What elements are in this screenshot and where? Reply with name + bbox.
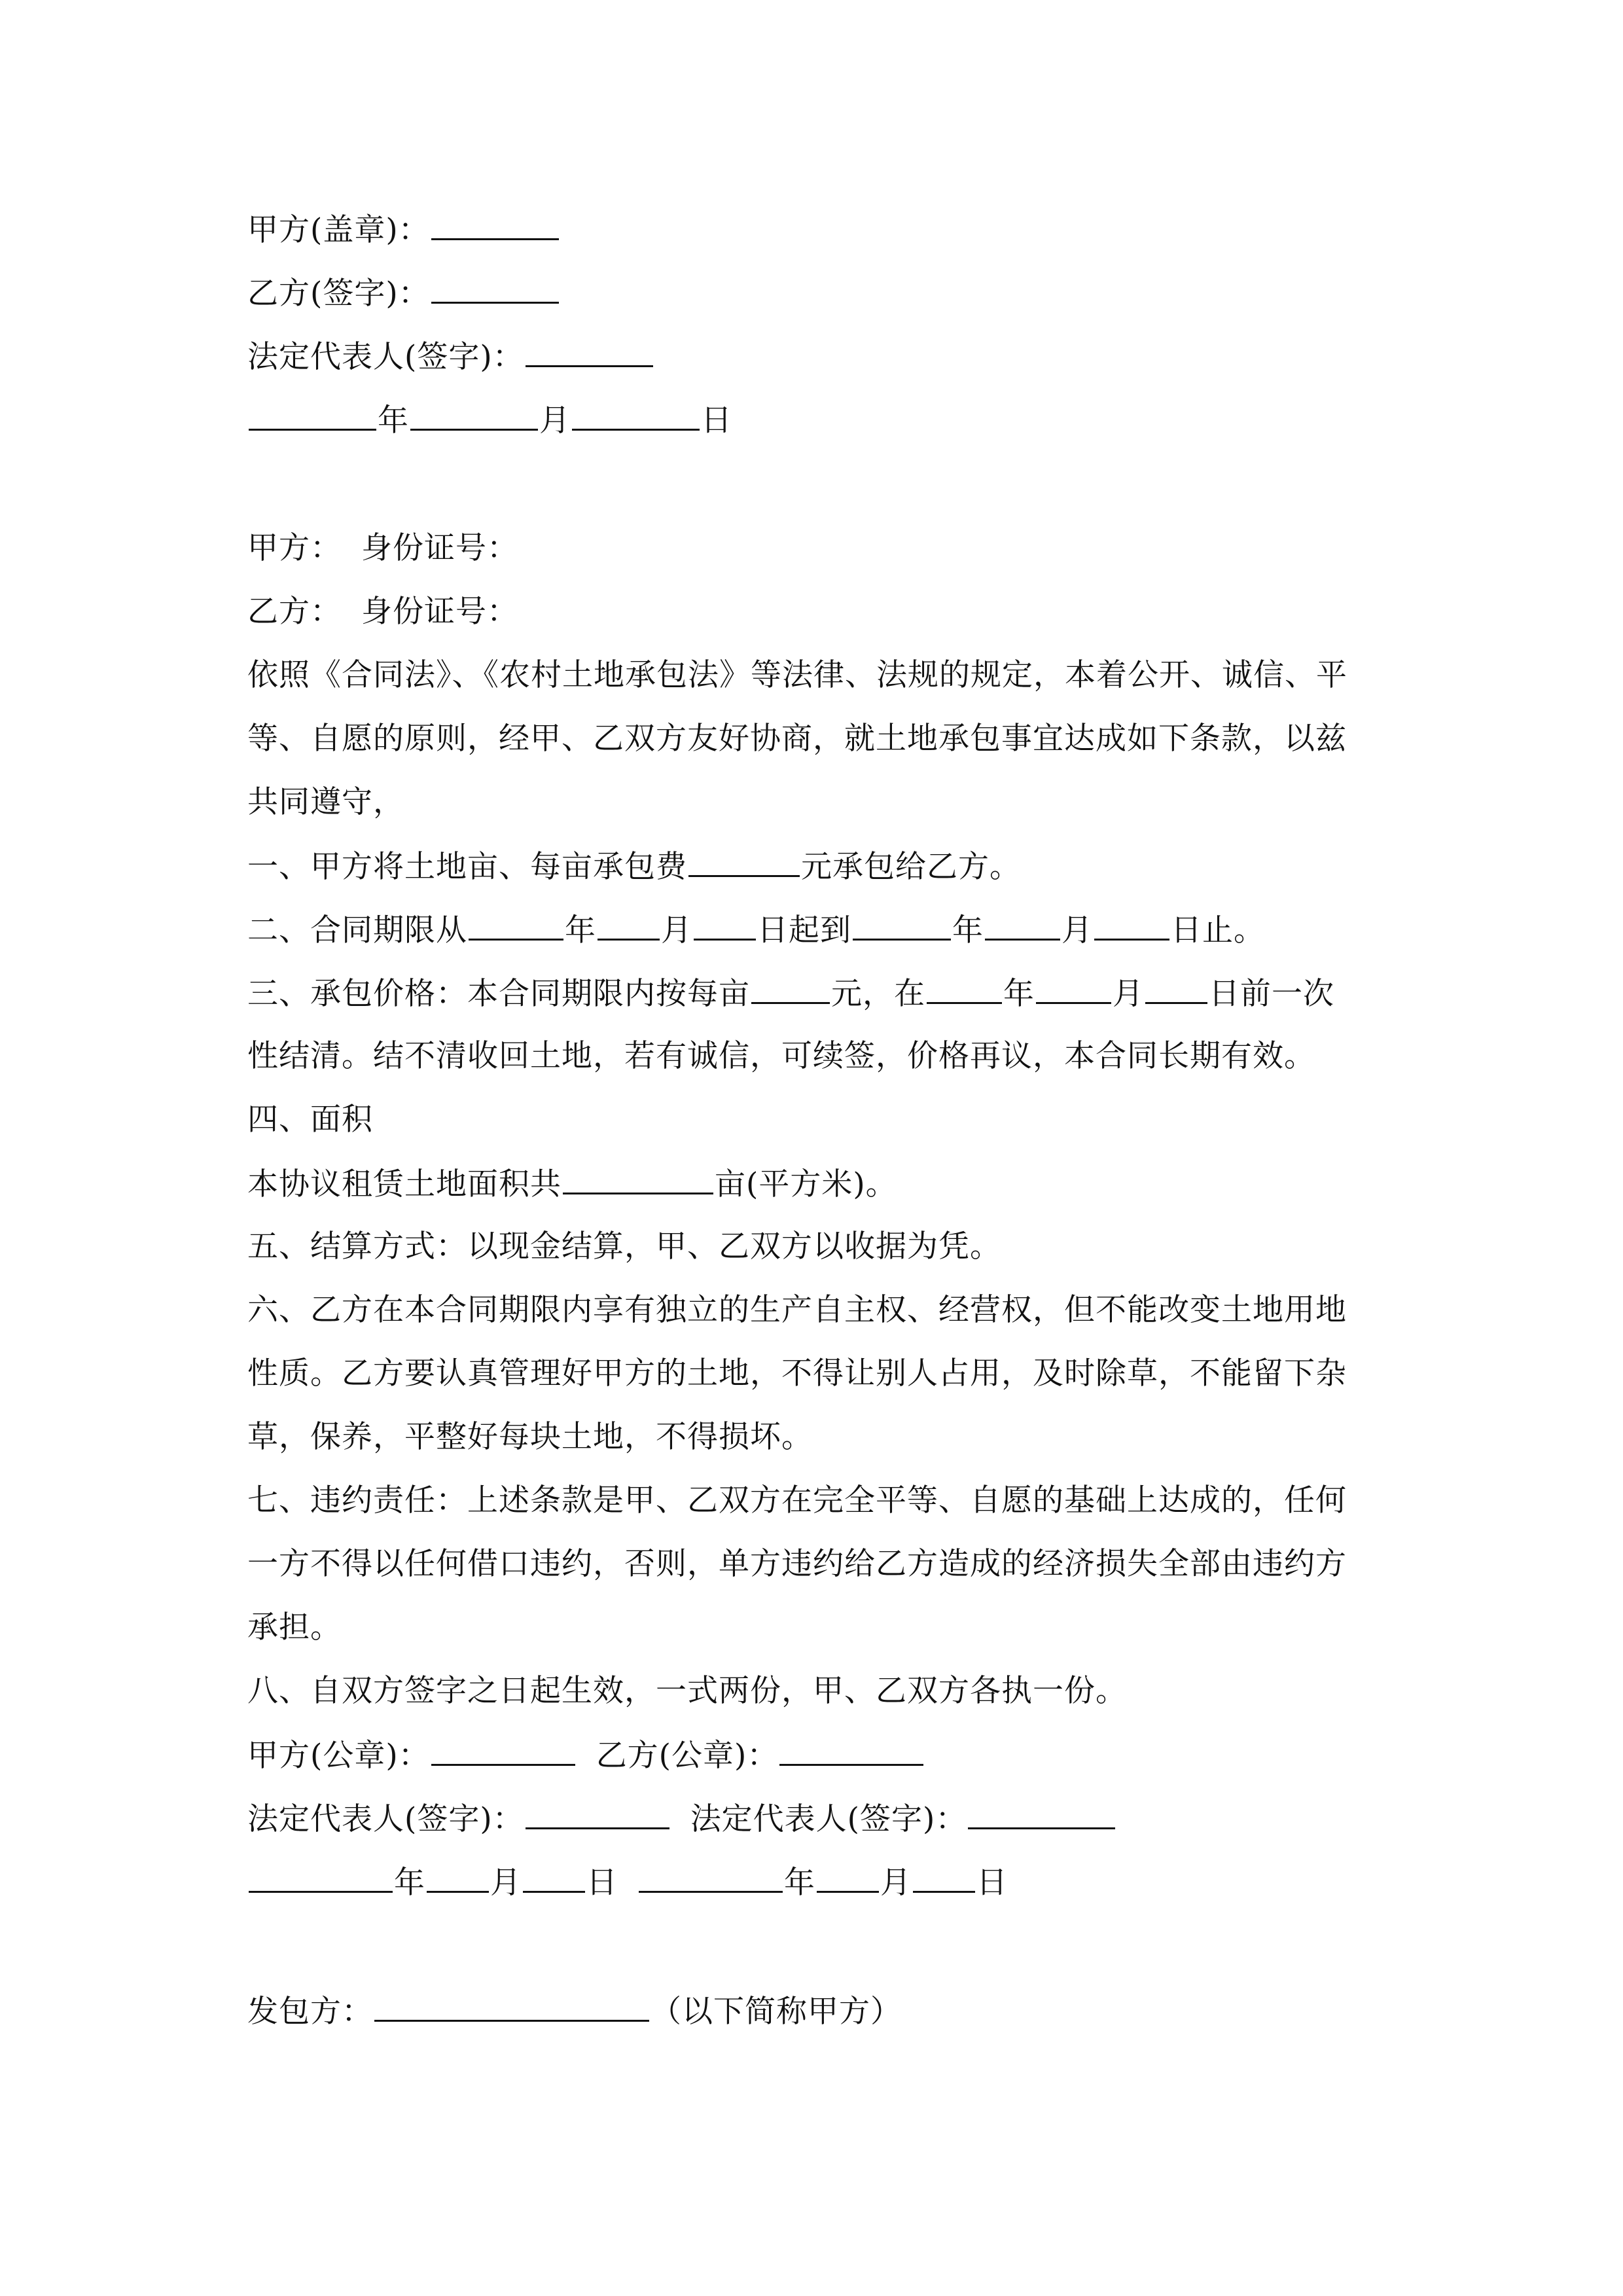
clause-3-price-blank[interactable] [751,973,830,1004]
clause-2-end-month-blank[interactable] [985,910,1060,941]
party-b-sign-label: 乙方(签字)： [247,276,430,312]
party-b-month-blank[interactable] [817,1862,879,1893]
party-a-year-blank[interactable] [249,1862,393,1893]
bottom-date-line [247,1862,1008,1903]
year-label: 年 [378,403,409,439]
clause-1-text-a: 一、甲方将土地亩、每亩承包费 [247,849,687,885]
intro-line-3: 共同遵守， [247,784,404,820]
party-a-month-blank[interactable] [427,1862,489,1893]
clause-6-line-1: 六、乙方在本合同期限内享有独立的生产自主权、经营权，但不能改变土地用地 [247,1292,1347,1328]
party-a-seal-blank[interactable] [431,209,559,240]
party-a-official-seal-label: 甲方(公章)： [247,1738,430,1774]
clause-2-year-label: 年 [565,912,596,948]
clause-2-text-b: 日起到 [757,912,851,948]
day-label: 日 [701,403,732,439]
clause-2-start-year-blank[interactable] [469,910,563,941]
clause-3-day-blank[interactable] [1145,973,1207,1004]
legal-rep-sign-label: 法定代表人(签字)： [247,339,524,375]
clause-6-line-2: 性质。乙方要认真管理好甲方的土地，不得让别人占用，及时除草，不能留下杂 [247,1355,1347,1391]
clause-1-fee-blank[interactable] [688,846,800,877]
contractor-line [247,1991,902,2032]
clause-7-line-1: 七、违约责任：上述条款是甲、乙双方在完全平等、自愿的基础上达成的，任何 [247,1482,1347,1518]
party-a-legal-rep-blank[interactable] [526,1799,669,1829]
contractor-label: 发包方： [247,1994,373,2030]
intro-line-2: 等、自愿的原则，经甲、乙双方友好协商，就土地承包事宜达成如下条款，以兹 [247,721,1347,757]
day-blank[interactable] [572,400,700,431]
clause-3-year-blank[interactable] [927,973,1002,1004]
party-a-day-label: 日 [586,1865,618,1901]
clause-3-text-c: 日前一次 [1209,976,1334,1012]
month-label: 月 [539,403,571,439]
party-a-line [247,529,518,568]
clause-2-text-c: 日止。 [1171,912,1265,948]
clause-3-line-1 [247,973,1334,1014]
official-seal-line [247,1735,925,1776]
clause-8: 八、自双方签字之日起生效，一式两份，甲、乙双方各执一份。 [247,1673,1127,1709]
party-b-year-label: 年 [784,1865,815,1901]
party-b-sign-line [247,273,560,314]
clause-4-area-blank[interactable] [563,1164,713,1194]
party-a-official-seal-blank[interactable] [431,1735,575,1766]
party-b-year-blank[interactable] [639,1862,783,1893]
clause-2-start-day-blank[interactable] [694,910,756,941]
clause-2-end-year-blank[interactable] [853,910,951,941]
contractor-blank[interactable] [374,1991,649,2022]
clause-4-title: 四、面积 [247,1102,373,1138]
legal-rep-sign-blank[interactable] [526,336,653,367]
party-b-label: 乙方： [247,594,342,630]
party-b-day-label: 日 [976,1865,1008,1901]
party-b-official-seal-label: 乙方(公章)： [596,1738,779,1774]
intro-line-1: 依照《合同法》、《农村土地承包法》等法律、法规的规定，本着公开、诚信、平 [247,657,1347,693]
clause-2-end-year-label: 年 [952,912,984,948]
party-a-seal-line [247,209,560,250]
party-a-year-label: 年 [394,1865,425,1901]
party-a-legal-rep-label: 法定代表人(签字)： [247,1801,524,1837]
clause-3-text-b: 元，在 [831,976,925,1012]
clause-3-line-2: 性结清。结不清收回土地，若有诚信，可续签，价格再议，本合同长期有效。 [247,1038,1315,1074]
clause-7-line-3: 承担。 [247,1609,342,1645]
month-blank[interactable] [410,400,538,431]
clause-3-year-label: 年 [1003,976,1035,1012]
clause-3-text-a: 三、承包价格：本合同期限内按每亩 [247,976,750,1012]
clause-1-text-b: 元承包给乙方。 [801,849,1021,885]
clause-2 [247,910,1265,950]
clause-2-end-day-blank[interactable] [1094,910,1169,941]
party-b-sign-blank[interactable] [431,273,559,304]
party-a-month-label: 月 [490,1865,522,1901]
party-b-id-label: 身份证号： [361,594,518,630]
year-blank[interactable] [249,400,376,431]
clause-1 [247,846,1021,887]
clause-2-end-month-label: 月 [1061,912,1093,948]
party-b-day-blank[interactable] [913,1862,975,1893]
party-a-label: 甲方： [247,530,342,566]
contractor-note: （以下简称甲方） [651,1994,902,2030]
party-a-seal-label: 甲方(盖章)： [247,212,430,248]
clause-4-text-a: 本协议租赁土地面积共 [247,1166,562,1202]
clause-4-text-b: 亩(平方米)。 [715,1166,897,1202]
clause-2-start-month-blank[interactable] [597,910,660,941]
clause-3-month-label: 月 [1113,976,1144,1012]
party-a-day-blank[interactable] [523,1862,585,1893]
date-line [247,400,732,440]
clause-4-area [247,1164,897,1204]
party-b-official-seal-blank[interactable] [779,1735,923,1766]
clause-3-month-blank[interactable] [1036,973,1111,1004]
legal-rep-sign-line [247,336,654,377]
clause-2-text-a: 二、合同期限从 [247,912,467,948]
bottom-legal-rep-line [247,1799,1116,1839]
party-a-id-label: 身份证号： [361,530,518,566]
party-b-legal-rep-blank[interactable] [968,1799,1115,1829]
clause-5: 五、结算方式：以现金结算，甲、乙双方以收据为凭。 [247,1229,1001,1265]
clause-7-line-2: 一方不得以任何借口违约，否则，单方违约给乙方造成的经济损失全部由违约方 [247,1546,1347,1582]
party-b-legal-rep-label: 法定代表人(签字)： [690,1801,967,1837]
clause-2-month-label: 月 [661,912,692,948]
clause-6-line-3: 草，保养，平整好每块土地，不得损坏。 [247,1419,813,1455]
party-b-line [247,592,518,632]
party-b-month-label: 月 [880,1865,912,1901]
